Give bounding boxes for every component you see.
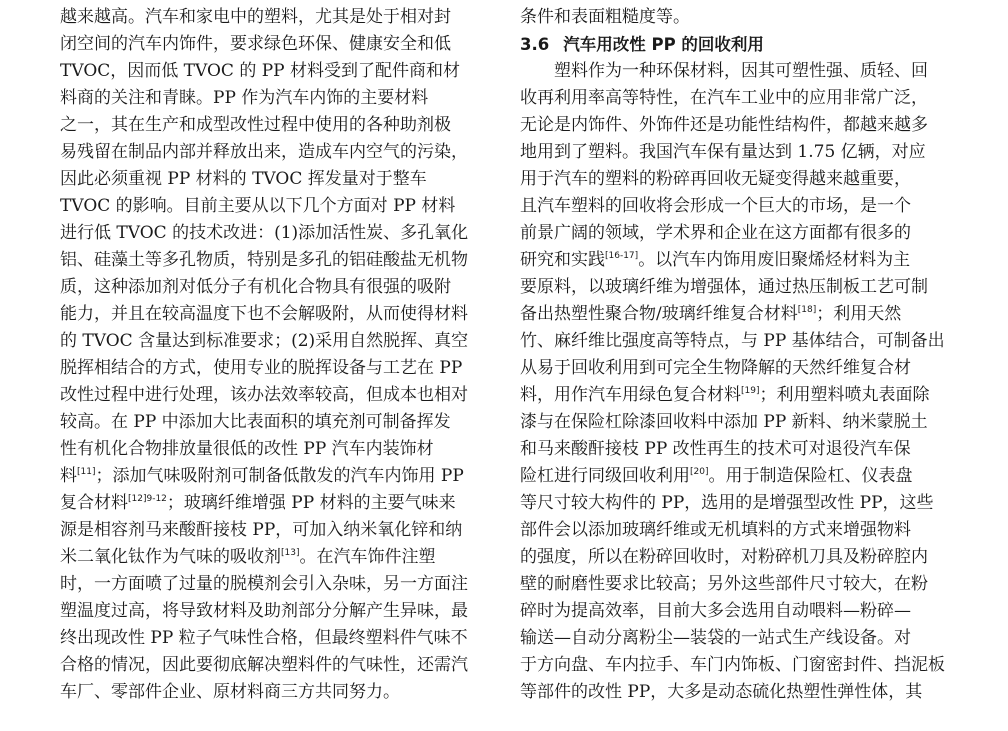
text-run: 质，这种添加剂对低分子有机化合物具有很强的吸附 bbox=[60, 277, 451, 297]
left-column-line bbox=[60, 328, 486, 355]
text-run: 。以汽车内饰用废旧聚烯烃材料为主 bbox=[638, 250, 911, 270]
right-column-line bbox=[520, 85, 948, 112]
left-column-line bbox=[60, 571, 486, 598]
text-run: 于方向盘、车内拉手、车门内饰板、门窗密封件、挡泥板 bbox=[520, 655, 945, 675]
text-run: ；利用塑料喷丸表面除 bbox=[759, 385, 930, 405]
left-column-line bbox=[60, 301, 486, 328]
left-column-line bbox=[60, 31, 486, 58]
text-run: ；添加气味吸附剂可制备低散发的汽车内饰用 PP bbox=[95, 466, 464, 486]
right-column-line bbox=[520, 166, 948, 193]
left-column-line bbox=[60, 598, 486, 625]
right-column-line bbox=[520, 58, 948, 85]
text-run: 复合材料 bbox=[60, 493, 128, 513]
left-column-line bbox=[60, 85, 486, 112]
right-column-line bbox=[520, 490, 948, 517]
text-run: 部件会以添加玻璃纤维或无机填料的方式来增强物料 bbox=[520, 520, 911, 540]
text-run: 塑料作为一种环保材料，因其可塑性强、质轻、回 bbox=[520, 61, 928, 81]
right-column-line bbox=[520, 193, 948, 220]
right-column-line bbox=[520, 274, 948, 301]
right-column-line bbox=[520, 652, 948, 679]
left-column-line bbox=[60, 166, 486, 193]
text-run: 竹、麻纤维比强度高等特点，与 PP 基体结合，可制备出 bbox=[520, 331, 945, 351]
text-run: 无论是内饰件、外饰件还是功能性结构件，都越来越多 bbox=[520, 115, 928, 135]
right-text-column bbox=[520, 0, 948, 706]
text-run: 能力，并且在较高温度下也不会解吸附，从而使得材料 bbox=[60, 304, 468, 324]
right-column-line bbox=[520, 355, 948, 382]
text-run: 米二氧化钛作为气味的吸收剂 bbox=[60, 547, 281, 567]
text-run: 时，一方面喷了过量的脱模剂会引入杂味，另一方面注 bbox=[60, 574, 468, 594]
section-title: 汽车用改性 PP 的回收利用 bbox=[563, 35, 764, 54]
left-column-line bbox=[60, 112, 486, 139]
right-column-line bbox=[520, 625, 948, 652]
right-column-line bbox=[520, 436, 948, 463]
text-run: 地用到了塑料。我国汽车保有量达到 1.75 亿辆，对应 bbox=[520, 142, 926, 162]
right-column-line bbox=[520, 598, 948, 625]
text-run: ；利用天然 bbox=[816, 304, 902, 324]
text-run: 料 bbox=[60, 466, 77, 486]
citation-superscript: [13] bbox=[281, 548, 300, 558]
left-column-line bbox=[60, 544, 486, 571]
left-column-line bbox=[60, 220, 486, 247]
text-run: 闭空间的汽车内饰件，要求绿色环保、健康安全和低 bbox=[60, 34, 451, 54]
text-run: 等尺寸较大构件的 PP，选用的是增强型改性 PP，这些 bbox=[520, 493, 934, 513]
left-column-line bbox=[60, 517, 486, 544]
text-run: 车厂、零部件企业、原材料商三方共同努力。 bbox=[60, 682, 400, 702]
text-run: 之一，其在生产和成型改性过程中使用的各种助剂极 bbox=[60, 115, 451, 135]
left-column-line bbox=[60, 355, 486, 382]
text-run: 因此必须重视 PP 材料的 TVOC 挥发量对于整车 bbox=[60, 169, 427, 189]
text-run: 终出现改性 PP 粒子气味性合格，但最终塑料件气味不 bbox=[60, 628, 468, 648]
left-column-line bbox=[60, 274, 486, 301]
text-run: 越来越高。汽车和家电中的塑料，尤其是处于相对封 bbox=[60, 7, 451, 27]
left-column-line bbox=[60, 436, 486, 463]
right-column-line bbox=[520, 409, 948, 436]
right-column-line bbox=[520, 112, 948, 139]
text-run: 备出热塑性聚合物/玻璃纤维复合材料 bbox=[520, 304, 798, 324]
text-run: 的强度，所以在粉碎回收时，对粉碎机刀具及粉碎腔内 bbox=[520, 547, 928, 567]
text-run: 易残留在制品内部并释放出来，造成车内空气的污染， bbox=[60, 142, 468, 162]
text-run: 壁的耐磨性要求比较高；另外这些部件尺寸较大，在粉 bbox=[520, 574, 928, 594]
text-run: TVOC 的影响。目前主要从以下几个方面对 PP 材料 bbox=[60, 196, 456, 216]
left-column-line bbox=[60, 463, 486, 490]
citation-superscript: [20] bbox=[690, 467, 709, 477]
left-column-line bbox=[60, 193, 486, 220]
text-run: 收再利用率高等特性，在汽车工业中的应用非常广泛， bbox=[520, 88, 928, 108]
citation-superscript: [16-17] bbox=[605, 251, 639, 261]
left-column-line bbox=[60, 409, 486, 436]
text-run: 从易于回收利用到可完全生物降解的天然纤维复合材 bbox=[520, 358, 911, 378]
citation-superscript: [18] bbox=[797, 305, 817, 315]
text-run: 合格的情况，因此要彻底解决塑料件的气味性，还需汽 bbox=[60, 655, 468, 675]
text-run: 较高。在 PP 中添加大比表面积的填充剂可制备挥发 bbox=[60, 412, 451, 432]
left-column-line bbox=[60, 382, 486, 409]
right-column-line bbox=[520, 679, 948, 706]
right-column-line bbox=[520, 139, 948, 166]
right-column-line bbox=[520, 544, 948, 571]
text-run: 和马来酸酐接枝 PP 改性再生的技术可对退役汽车保 bbox=[520, 439, 911, 459]
left-text-column bbox=[60, 0, 486, 706]
text-run: 。用于制造保险杠、仪表盘 bbox=[708, 466, 913, 486]
text-run: 脱挥相结合的方式，使用专业的脱挥设备与工艺在 PP bbox=[60, 358, 463, 378]
text-run: 塑温度过高，将导致材料及助剂部分分解产生异味，最 bbox=[60, 601, 468, 621]
text-run: 改性过程中进行处理，该办法效率较高，但成本也相对 bbox=[60, 385, 468, 405]
text-run: ；玻璃纤维增强 PP 材料的主要气味来 bbox=[166, 493, 456, 513]
text-run: 前景广阔的领域，学术界和企业在这方面都有很多的 bbox=[520, 223, 911, 243]
text-run: 碎时为提高效率，目前大多会选用自动喂料—粉碎— bbox=[520, 601, 911, 621]
citation-superscript: [12]9-12 bbox=[128, 494, 167, 504]
text-run: 且汽车塑料的回收将会形成一个巨大的市场，是一个 bbox=[520, 196, 911, 216]
left-column-line bbox=[60, 490, 486, 517]
right-column-line bbox=[520, 328, 948, 355]
citation-superscript: [19] bbox=[741, 386, 760, 396]
right-column-line bbox=[520, 571, 948, 598]
right-column-line bbox=[520, 301, 948, 328]
citation-superscript: [11] bbox=[77, 467, 96, 477]
right-column-line bbox=[520, 517, 948, 544]
left-column-line bbox=[60, 652, 486, 679]
right-column-line bbox=[520, 463, 948, 490]
right-column-line bbox=[520, 247, 948, 274]
section-heading bbox=[520, 31, 948, 58]
left-column-line bbox=[60, 4, 486, 31]
text-run: 用于汽车的塑料的粉碎再回收无疑变得越来越重要， bbox=[520, 169, 911, 189]
text-run: 输送—自动分离粉尘—装袋的一站式生产线设备。对 bbox=[520, 628, 911, 648]
text-run: 铝、硅藻土等多孔物质，特别是多孔的铝硅酸盐无机物 bbox=[60, 250, 468, 270]
text-run: 险杠进行同级回收利用 bbox=[520, 466, 690, 486]
text-run: 等部件的改性 PP，大多是动态硫化热塑性弹性体，其 bbox=[520, 682, 923, 702]
left-column-line bbox=[60, 679, 486, 706]
text-run: TVOC，因而低 TVOC 的 PP 材料受到了配件商和材 bbox=[60, 61, 461, 81]
left-column-line bbox=[60, 247, 486, 274]
right-column-body bbox=[520, 58, 948, 706]
right-column-line bbox=[520, 220, 948, 247]
text-run: 进行低 TVOC 的技术改进：(1)添加活性炭、多孔氧化 bbox=[60, 223, 469, 243]
text-run: 料商的关注和青睐。PP 作为汽车内饰的主要材料 bbox=[60, 88, 429, 108]
right-column-first-line: 条件和表面粗糙度等。 bbox=[520, 7, 690, 27]
text-run: 源是相容剂马来酸酐接枝 PP，可加入纳米氧化锌和纳 bbox=[60, 520, 463, 540]
section-number: 3.6 bbox=[520, 35, 550, 54]
text-run: 。在汽车饰件注塑 bbox=[299, 547, 436, 567]
text-run: 料，用作汽车用绿色复合材料 bbox=[520, 385, 741, 405]
right-column-line bbox=[520, 382, 948, 409]
left-column-line bbox=[60, 625, 486, 652]
text-run: 漆与在保险杠除漆回收料中添加 PP 新料、纳米蒙脱土 bbox=[520, 412, 928, 432]
text-run: 研究和实践 bbox=[520, 250, 605, 270]
text-run: 的 TVOC 含量达到标准要求；(2)采用自然脱挥、真空 bbox=[60, 331, 469, 351]
text-run: 要原料，以玻璃纤维为增强体，通过热压制板工艺可制 bbox=[520, 277, 928, 297]
left-column-line bbox=[60, 139, 486, 166]
text-run: 性有机化合物排放量很低的改性 PP 汽车内装饰材 bbox=[60, 439, 434, 459]
left-column-line bbox=[60, 58, 486, 85]
